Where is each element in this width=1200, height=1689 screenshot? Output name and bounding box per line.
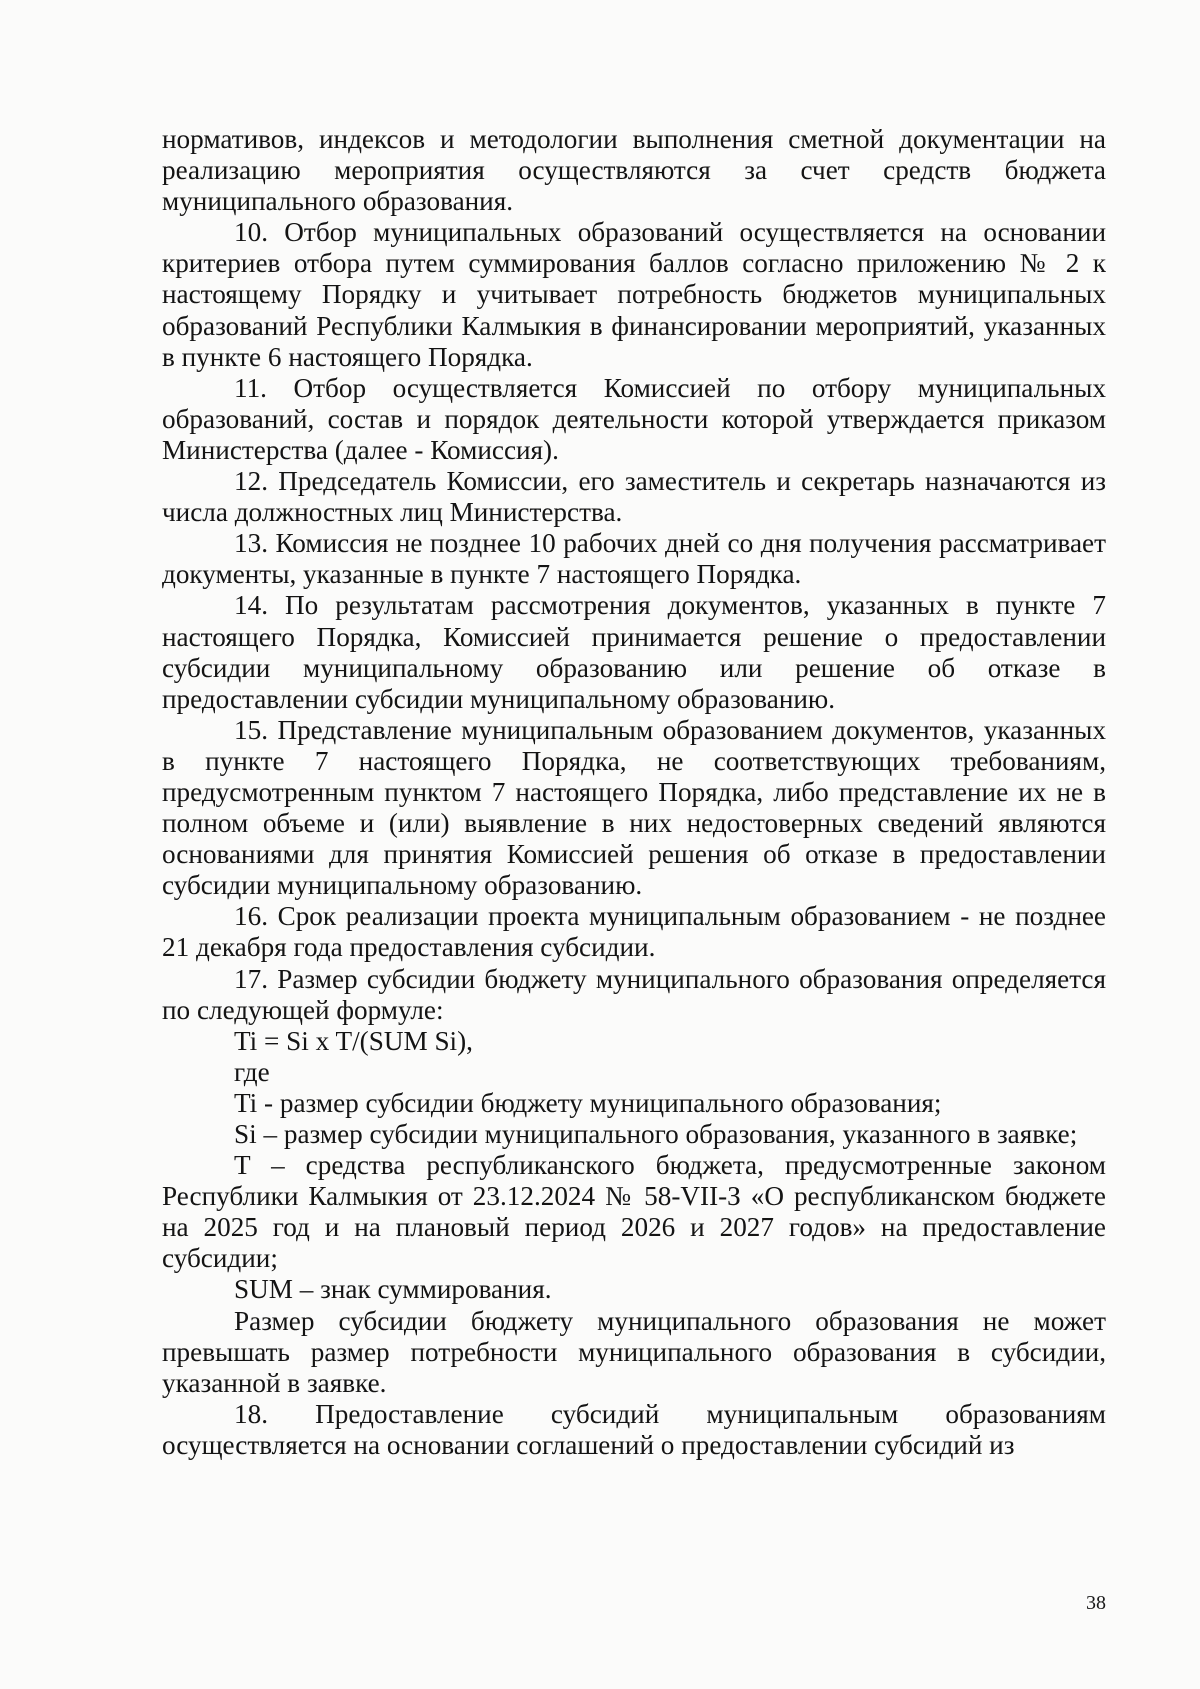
paragraph-16: 16. Срок реализации проекта муниципальным образованием - не позднее 21 декабря года предоставления субсидии. — [162, 901, 1106, 963]
definition-ti: Ti - размер субсидии бюджету муниципального образования; — [234, 1087, 942, 1118]
paragraph-10: 10. Отбор муниципальных образований осуществляется на основании критериев отбора путем суммирования баллов согласно приложению № 2 к настоящему Порядку и учитывает потребность бюджетов муниципальных образований Республики Калмыкия в финансировании мероприятий, указанных в пункте 6 настоящего Порядка. — [162, 217, 1106, 372]
paragraph-subsidy-limit: Размер субсидии бюджету муниципального образования не может превышать размер потребности муниципального образования в субсидии, указанной в заявке. — [162, 1305, 1106, 1398]
paragraph-17: 17. Размер субсидии бюджету муниципального образования определяется по следующей формуле: — [162, 963, 1106, 1025]
formula-where: где — [234, 1056, 270, 1087]
paragraph-13: 13. Комиссия не позднее 10 рабочих дней со дня получения рассматривает документы, указанные в пункте 7 настоящего Порядка. — [162, 528, 1106, 590]
definition-sum: SUM – знак суммирования. — [234, 1274, 552, 1305]
formula: Ti = Si x T/(SUM Si), — [234, 1025, 473, 1056]
paragraph-12: 12. Председатель Комиссии, его заместитель и секретарь назначаются из числа должностных лиц Министерства. — [162, 466, 1106, 528]
definition-t: T – средства республиканского бюджета, предусмотренные законом Республики Калмыкия от 23.12.2024 № 58-VII-З «О республиканском бюджете на 2025 год и на плановый период 2026 и 2027 годов» на предоставление субсидии; — [162, 1150, 1106, 1274]
page-number: 38 — [1086, 1592, 1106, 1614]
paragraph-11: 11. Отбор осуществляется Комиссией по отбору муниципальных образований, состав и порядок деятельности которой утверждается приказом Министерства (далее - Комиссия). — [162, 372, 1106, 465]
paragraph-continuation: нормативов, индексов и методологии выполнения сметной документации на реализацию мероприятия осуществляются за счет средств бюджета муниципального образования. — [162, 124, 1106, 217]
paragraph-18: 18. Предоставление субсидий муниципальным образованиям осуществляется на основании соглашений о предоставлении субсидий из — [162, 1398, 1106, 1460]
document-body — [162, 124, 1106, 1461]
paragraph-14: 14. По результатам рассмотрения документов, указанных в пункте 7 настоящего Порядка, Комиссией принимается решение о предоставлении субсидии муниципальному образованию или решение об отказе в предоставлении субсидии муниципальному образованию. — [162, 590, 1106, 714]
definition-si: Si – размер субсидии муниципального образования, указанного в заявке; — [234, 1119, 1078, 1149]
paragraph-15: 15. Представление муниципальным образованием документов, указанных в пункте 7 настоящего Порядка, не соответствующих требованиям, предусмотренным пунктом 7 настоящего Порядка, либо представление их не в полном объеме и (или) выявление в них недостоверных сведений являются основаниями для принятия Комиссией решения об отказе в предоставлении субсидии муниципальному образованию. — [162, 714, 1106, 901]
